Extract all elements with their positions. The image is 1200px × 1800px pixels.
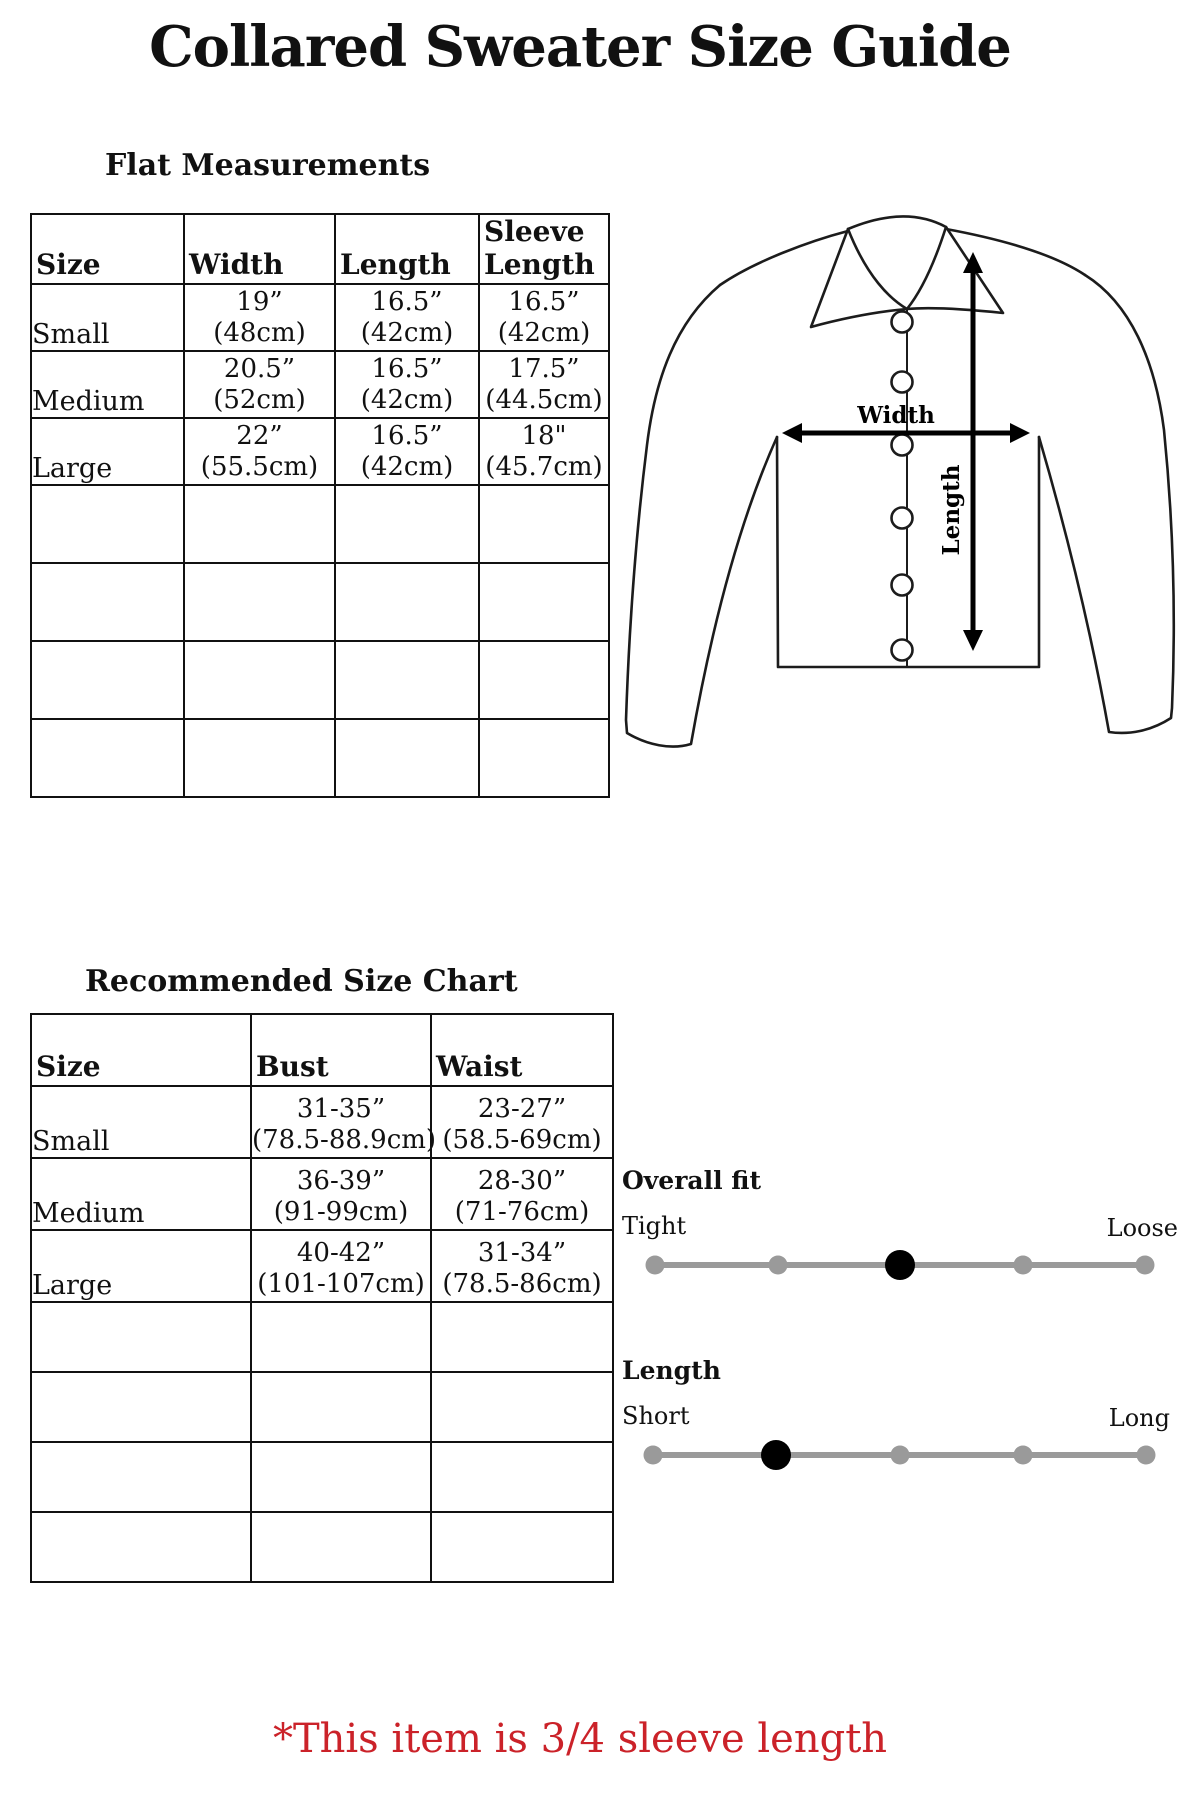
slider-dot bbox=[1013, 1446, 1032, 1465]
empty-table-row bbox=[31, 1372, 613, 1442]
length-value: 16.5” (42cm) bbox=[335, 418, 479, 485]
table-row bbox=[31, 1086, 613, 1158]
length-value: 16.5” (42cm) bbox=[335, 351, 479, 418]
sleeve-value: 18" (45.7cm) bbox=[479, 418, 609, 485]
recommended-size-table bbox=[30, 1013, 614, 1583]
size-label: Large bbox=[31, 418, 184, 485]
size-label: Medium bbox=[31, 1158, 251, 1230]
length-value: 16.5” (42cm) bbox=[335, 284, 479, 351]
fit-min-label: Tight bbox=[622, 1212, 687, 1240]
length-arrow-label: Length bbox=[938, 464, 965, 556]
empty-table-row bbox=[31, 1442, 613, 1512]
col-header-size: Size bbox=[31, 1014, 251, 1086]
width-arrowhead-right bbox=[1010, 423, 1030, 443]
button bbox=[892, 640, 913, 661]
slider-dot bbox=[768, 1256, 787, 1275]
sleeve-length-note: *This item is 3/4 sleeve length bbox=[272, 1716, 888, 1762]
size-label: Small bbox=[31, 1086, 251, 1158]
table-row bbox=[31, 418, 609, 485]
col-header-length: Length bbox=[335, 214, 479, 284]
col-header-size: Size bbox=[31, 214, 184, 284]
col-header-width: Width bbox=[184, 214, 335, 284]
table-row bbox=[31, 284, 609, 351]
button bbox=[892, 372, 913, 393]
sleeve-value: 16.5” (42cm) bbox=[479, 284, 609, 351]
empty-table-row bbox=[31, 641, 609, 719]
table-header-row bbox=[31, 1014, 613, 1086]
right-sleeve bbox=[1039, 275, 1174, 733]
table-header-row bbox=[31, 214, 609, 284]
col-header-sleeve-length: Sleeve Length bbox=[479, 214, 609, 284]
overall-fit-label: Overall fit bbox=[622, 1166, 762, 1195]
button bbox=[892, 508, 913, 529]
length-min-label: Short bbox=[622, 1402, 690, 1430]
slider-dot bbox=[644, 1446, 663, 1465]
sweater-diagram bbox=[615, 185, 1200, 770]
length-slider-label: Length bbox=[622, 1356, 721, 1385]
length-max-label: Long bbox=[1108, 1404, 1170, 1432]
empty-table-row bbox=[31, 485, 609, 563]
sleeve-value: 17.5” (44.5cm) bbox=[479, 351, 609, 418]
slider-dot bbox=[646, 1256, 665, 1275]
empty-table-row bbox=[31, 563, 609, 641]
waist-value: 28-30” (71-76cm) bbox=[431, 1158, 613, 1230]
table-row bbox=[31, 1230, 613, 1302]
width-arrowhead-left bbox=[782, 423, 802, 443]
width-arrow-label: Width bbox=[857, 402, 935, 429]
slider-dot bbox=[1136, 1256, 1155, 1275]
waist-value: 31-34” (78.5-86cm) bbox=[431, 1230, 613, 1302]
waist-value: 23-27” (58.5-69cm) bbox=[431, 1086, 613, 1158]
slider-dot bbox=[1013, 1256, 1032, 1275]
recommended-size-chart-heading: Recommended Size Chart bbox=[85, 964, 518, 999]
col-header-waist: Waist bbox=[431, 1014, 613, 1086]
flat-measurements-heading: Flat Measurements bbox=[105, 148, 431, 183]
button bbox=[892, 312, 913, 333]
bust-value: 31-35” (78.5-88.9cm) bbox=[251, 1086, 431, 1158]
table-row bbox=[31, 1158, 613, 1230]
size-label: Small bbox=[31, 284, 184, 351]
empty-table-row bbox=[31, 719, 609, 797]
slider-dot bbox=[1137, 1446, 1156, 1465]
left-sleeve bbox=[626, 285, 777, 747]
table-row bbox=[31, 351, 609, 418]
size-label: Large bbox=[31, 1230, 251, 1302]
slider-dot bbox=[761, 1440, 791, 1470]
fit-max-label: Loose bbox=[1106, 1214, 1178, 1242]
slider-dot bbox=[885, 1250, 915, 1280]
col-header-bust: Bust bbox=[251, 1014, 431, 1086]
page-title: Collared Sweater Size Guide bbox=[149, 14, 1011, 80]
length-arrowhead-bottom bbox=[963, 630, 983, 651]
button bbox=[892, 575, 913, 596]
width-value: 22” (55.5cm) bbox=[184, 418, 335, 485]
bust-value: 36-39” (91-99cm) bbox=[251, 1158, 431, 1230]
empty-table-row bbox=[31, 1302, 613, 1372]
size-label: Medium bbox=[31, 351, 184, 418]
width-value: 19” (48cm) bbox=[184, 284, 335, 351]
button bbox=[892, 435, 913, 456]
empty-table-row bbox=[31, 1512, 613, 1582]
bust-value: 40-42” (101-107cm) bbox=[251, 1230, 431, 1302]
width-value: 20.5” (52cm) bbox=[184, 351, 335, 418]
flat-measurements-table bbox=[30, 213, 610, 798]
slider-dot bbox=[890, 1446, 909, 1465]
